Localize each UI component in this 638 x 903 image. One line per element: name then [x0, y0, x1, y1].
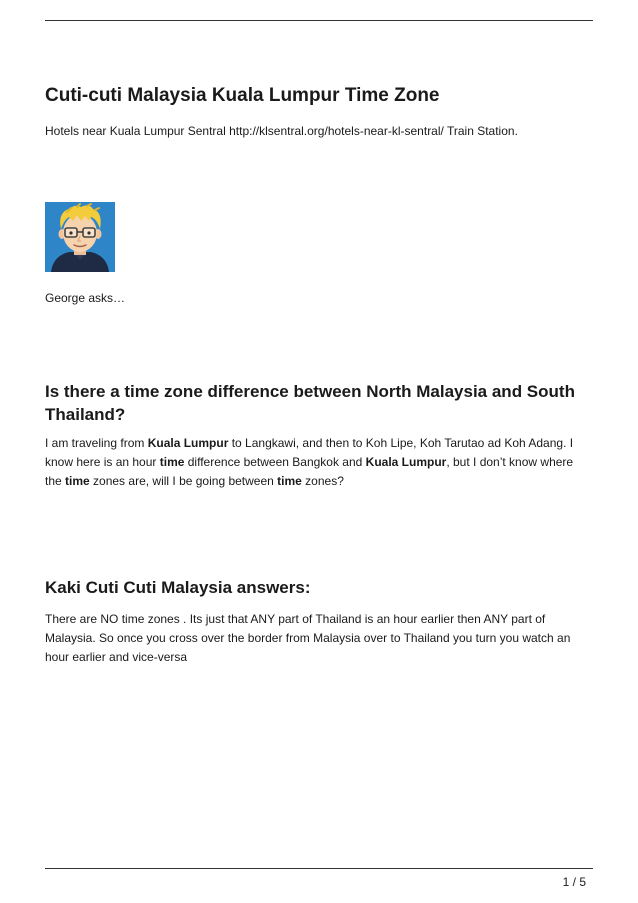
question-body: [45, 434, 593, 491]
question-text-run: to Langkawi, and then to Koh Lipe, Koh Tarutao ad Koh Adang. I know here is an hour: [45, 436, 574, 469]
highlighted-keyword: time: [277, 474, 302, 488]
avatar: [45, 202, 115, 272]
answer-body: There are NO time zones . Its just that ANY part of Thailand is an hour earlier then ANY part of Malaysia. So once you cross over the border from Malaysia over to Thailand you turn you watch an hour earlier and vice-versa: [45, 612, 571, 664]
footer-rule: [45, 868, 593, 869]
highlighted-keyword: Kuala Lumpur: [147, 436, 229, 450]
question-text-run: zones are, will I be going between: [89, 474, 278, 488]
highlighted-keyword: time: [65, 474, 90, 488]
asker-line: George asks…: [45, 291, 126, 305]
question-heading: Is there a time zone difference between North Malaysia and South Thailand?: [45, 382, 575, 424]
highlighted-keyword: time: [159, 455, 185, 469]
page-number: 1 / 5: [562, 875, 586, 889]
question-text-run: I am traveling from: [45, 436, 148, 450]
answer-heading: Kaki Cuti Cuti Malaysia answers:: [45, 578, 311, 597]
intro-text: Hotels near Kuala Lumpur Sentral http://klsentral.org/hotels-near-kl-sentral/ Train Station.: [45, 124, 518, 138]
highlighted-keyword: Kuala Lumpur: [365, 455, 447, 469]
header-rule: [45, 20, 593, 21]
question-text-run: difference between Bangkok and: [184, 455, 366, 469]
question-text-run: zones?: [301, 474, 344, 488]
cartoon-user-avatar-icon: [45, 202, 115, 272]
question-text-run: , but I don’t know where the: [45, 455, 574, 488]
page-title: Cuti-cuti Malaysia Kuala Lumpur Time Zone: [45, 85, 440, 106]
